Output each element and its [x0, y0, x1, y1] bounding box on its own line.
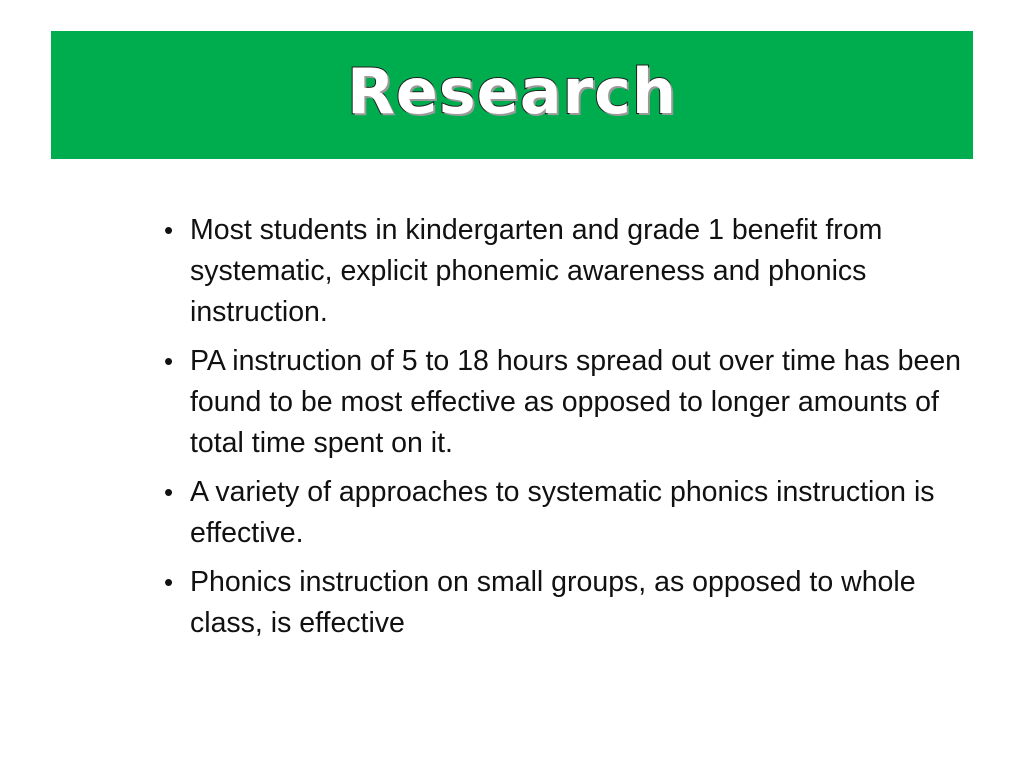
- bullet-text: A variety of approaches to systematic phonics instruction is effective.: [190, 476, 935, 549]
- bullet-icon: •: [164, 477, 174, 507]
- bullet-item: [162, 562, 972, 644]
- bullet-item: [162, 472, 972, 554]
- title-banner: [51, 31, 973, 159]
- bullet-text: Phonics instruction on small groups, as opposed to whole class, is effective: [190, 566, 916, 639]
- bullet-text: Most students in kindergarten and grade 1 benefit from systematic, explicit phonemic awareness and phonics instruction.: [190, 214, 883, 328]
- bullet-icon: •: [164, 215, 174, 245]
- bullet-icon: •: [164, 567, 174, 597]
- bullet-item: [162, 341, 972, 464]
- slide-title: Research: [346, 54, 678, 128]
- bullet-item: [162, 210, 972, 333]
- bullet-text: PA instruction of 5 to 18 hours spread out over time has been found to be most effective as opposed to longer amounts of total time spent on it.: [190, 345, 962, 459]
- bullet-list: [162, 210, 972, 652]
- bullet-icon: •: [164, 346, 174, 376]
